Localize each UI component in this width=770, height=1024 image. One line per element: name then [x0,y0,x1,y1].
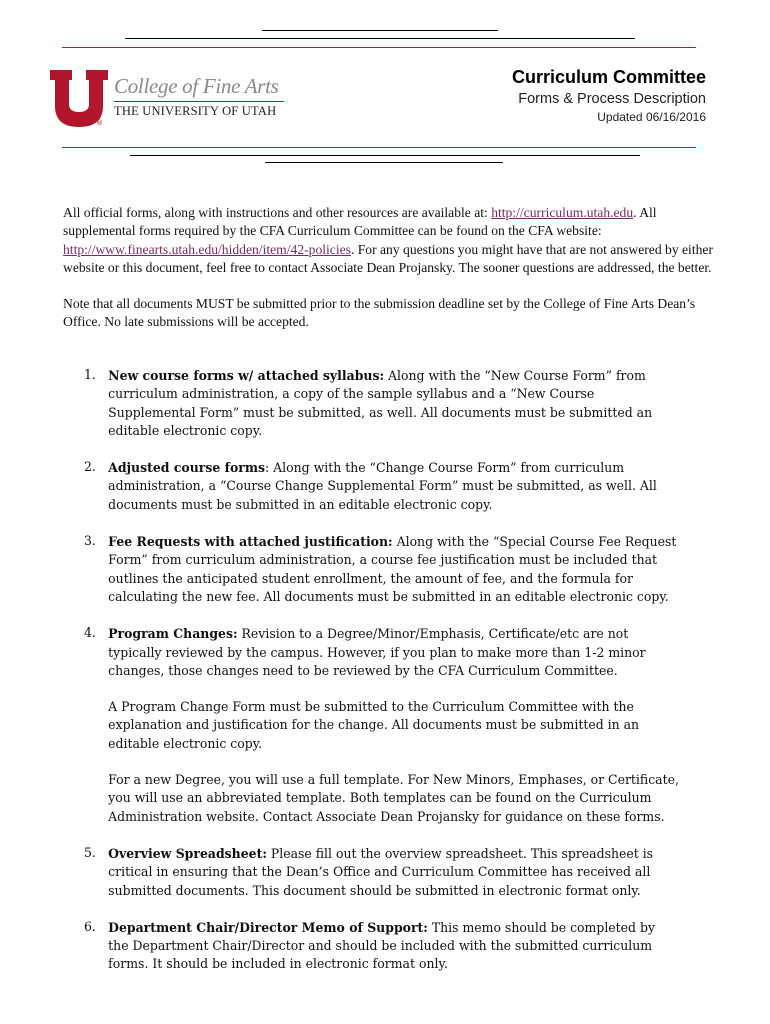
curriculum-link[interactable]: http://curriculum.utah.edu [491,205,634,220]
item-label: New course forms w/ attached syllabus: [108,368,385,384]
college-logo [50,70,310,132]
bottom-red-rule [62,147,696,148]
item-text: Revision to a Degree/Minor/Emphasis, Certificate/etc are not typically reviewed by the campus. However, if you plan to make more than 1-2 minor changes, those changes need to be reviewed by the CFA Curriculum Committee. [108,627,646,679]
item-label: Adjusted course forms [108,460,266,477]
item-paragraph: A Program Change Form must be submitted to the Curriculum Committee with the explanation and justification for the change. All documents must be submitted in an editable electronic copy. [108,700,640,752]
list-item [84,459,679,515]
item-number: 3. [84,534,96,550]
item-number: 5. [84,845,96,861]
item-label: Department Chair/Director Memo of Support: [108,919,428,936]
cfa-policies-link[interactable]: http://www.finearts.utah.edu/hidden/item/42-policies [63,241,351,257]
list-item [84,919,679,975]
list-item [84,845,679,901]
item-number: 1. [84,368,96,383]
bottom-short-rule [265,162,503,163]
item-paragraph: For a new Degree, you will use a full template. For New Minors, Emphases, or Certificate, you will use an abbreviated template. Both templates can be found on the Curriculum Administration website. Contact Associate Dean Projansky for guidance on these forms. [108,773,679,825]
item-label: Fee Requests with attached justification: [108,534,393,551]
list-item [84,625,679,827]
item-label: Overview Spreadsheet: [108,845,267,862]
updated-date: Updated 06/16/2016 [597,110,706,124]
page-title: Curriculum Committee [511,67,706,87]
intro-paragraph-1: All official forms, along with instructions and other resources are available at: http://curriculum.utah.edu. All supplemental forms required by the CFA Curriculum Committee can be found on the CFA website: http://www.finearts.utah.edu/hidden/item/42-policies. For any questions you might have that are not answered by either website or this document, feel free to contact Associate Dean Projansky. The sooner questions are addressed, the better. [63,205,713,275]
intro-paragraph-2: Note that all documents MUST be submitted prior to the submission deadline set by the College of Fine Arts Dean’s Office. No late submissions will be accepted. [63,296,696,330]
requirements-list [84,367,679,993]
item-text: This memo should be completed by the Department Chair/Director and should be included with the submitted curriculum forms. It should be included in electronic format only. [108,920,655,973]
registered-mark: ® [96,119,103,127]
document-header [512,66,706,125]
list-item [84,533,679,607]
item-number: 4. [84,626,96,642]
item-text: Along with the “Special Course Fee Request Form” from curriculum administration, a course fee justification must be included that outlines the anticipated student enrollment, the amount of fee, and the formula for calculating the new fee. All documents must be submitted in an editable electronic copy. [108,535,677,605]
item-text: : Along with the “Change Course Form” from curriculum administration, a “Course Change Supplemental Form” must be submitted, as well. All documents must be submitted in an editable electronic copy. [108,461,657,513]
intro-section [63,204,713,350]
page-subtitle: Forms & Process Description [518,91,706,107]
top-short-rule [262,30,498,31]
item-text: Please fill out the overview spreadsheet. This spreadsheet is critical in ensuring that the Dean’s Office and Curriculum Committee has received all submitted documents. This document should be submitted in electronic format only. [108,846,654,899]
logo-university-name: THE UNIVERSITY OF UTAH [114,104,277,118]
top-long-rule [125,38,635,39]
list-item [84,367,679,441]
logo-underline [114,101,284,102]
item-number: 6. [84,919,96,935]
logo-college-name: College of Fine Arts [114,74,279,98]
top-red-rule [62,47,696,48]
bottom-long-rule [130,155,640,156]
item-label: Program Changes: [108,626,238,643]
item-text: Along with the “New Course Form” from curriculum administration, a copy of the sample syllabus and a “New Course Supplemental Form” must be submitted, as well. All documents must be submitted an editable electronic copy. [108,369,653,439]
item-number: 2. [84,460,96,476]
